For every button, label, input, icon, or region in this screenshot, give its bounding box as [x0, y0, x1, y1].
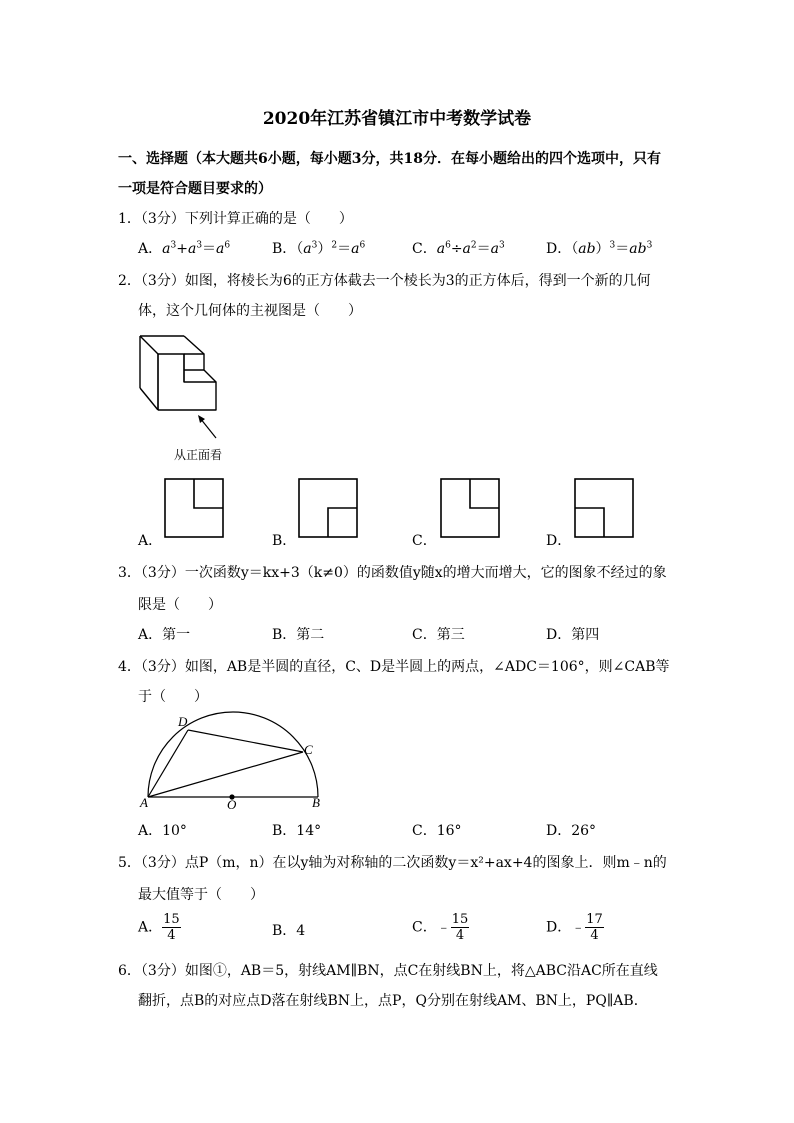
q5-stem-line2: 最大值等于（ ） — [138, 887, 264, 903]
q2-stem-line2: 体，这个几何体的主视图是（ ） — [138, 303, 362, 319]
q1-option-b: B．$(a^3)^2=a^6$ — [272, 240, 366, 257]
q1-option-a: A．$a^3+a^3=a^6$ — [138, 240, 231, 257]
q3-option-b: B．第二 — [272, 627, 325, 643]
q3-option-d: D．第四 — [546, 627, 600, 643]
q4-stem-line2: 于（ ） — [138, 689, 208, 705]
q5-option-c: C．﹣ $\frac{15}{4}$ — [412, 912, 469, 943]
q3-stem-line2: 限是（ ） — [138, 597, 222, 613]
semicircle-figure — [140, 712, 340, 812]
label-d: D — [178, 714, 188, 729]
q5-stem-line1: 5．（3分）点P（m，n）在以y轴为对称轴的二次函数y＝x²+ax+4的图象上．则m﹣n的 — [118, 855, 667, 871]
q4-option-b: B．14° — [272, 823, 322, 839]
section-heading-line1: 一、选择题（本大题共6小题，每小题3分，共18分．在每小题给出的四个选项中，只有 — [118, 151, 661, 167]
q2-option-c-figure — [440, 478, 502, 540]
q4-option-c: C．16° — [412, 823, 462, 839]
q6-stem-line2: 翻折，点B的对应点D落在射线BN上，点P，Q分别在射线AM、BN上，PQ∥AB． — [138, 993, 648, 1009]
q3-option-a: A．第一 — [138, 627, 191, 643]
q4-stem-line1: 4．（3分）如图，AB是半圆的直径，C、D是半圆上的两点，∠ADC＝106°，则∠CAB等 — [118, 659, 670, 675]
q2-option-d-label: D． — [546, 533, 572, 549]
q2-option-c-label: C． — [412, 533, 437, 549]
label-a: A — [140, 795, 148, 810]
label-c: C — [304, 742, 313, 757]
q6-stem-line1: 6．（3分）如图①，AB＝5，射线AM∥BN，点C在射线BN上，将△ABC沿AC所在直线 — [118, 963, 658, 979]
q5-option-d: D．﹣ $\frac{17}{4}$ — [546, 912, 603, 943]
q3-option-c: C．第三 — [412, 627, 465, 643]
label-b: B — [312, 795, 320, 810]
q1-option-d: D．$(ab)^3=ab^3$ — [546, 240, 653, 257]
page-title: 2020年江苏省镇江市中考数学试卷 — [262, 109, 532, 129]
q2-stem-line1: 2．（3分）如图，将棱长为6的正方体截去一个棱长为3的正方体后，得到一个新的几何 — [118, 273, 651, 289]
q2-option-b-figure — [298, 478, 360, 540]
label-o: O — [227, 797, 237, 812]
section-heading-line2: 一项是符合题目要求的） — [118, 181, 272, 197]
q2-option-b-label: B． — [272, 533, 297, 549]
q2-option-a-figure — [164, 478, 226, 540]
q1-stem: 1．（3分）下列计算正确的是（ ） — [118, 211, 353, 227]
q4-option-a: A．10° — [138, 823, 187, 839]
q5-option-b: B．4 — [272, 923, 306, 939]
q2-option-a-label: A． — [138, 533, 163, 549]
q1-option-c: C．$a^6\div a^2=a^3$ — [412, 240, 505, 257]
q2-option-d-figure — [574, 478, 636, 540]
view-direction-label: 从正面看 — [174, 448, 223, 462]
q4-option-d: D．26° — [546, 823, 597, 839]
q3-stem-line1: 3．（3分）一次函数y＝kx+3（k≠0）的函数值y随x的增大而增大，它的图象不经过的象 — [118, 565, 667, 581]
q5-option-a: A． $\frac{15}{4}$ — [138, 912, 180, 943]
